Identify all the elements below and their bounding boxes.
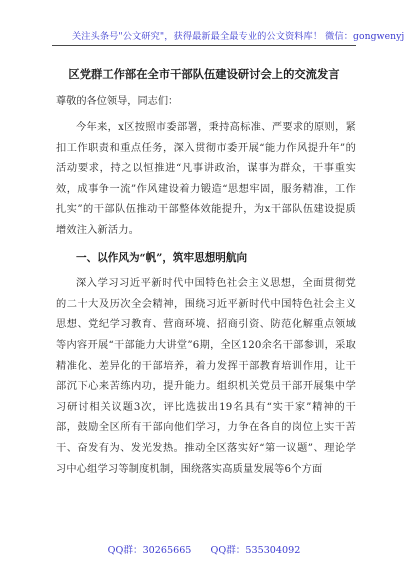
header-banner: 关注头条号"公文研究"，获得最新最全最专业的公文资料库！ 微信：gongwenyj: [72, 31, 405, 42]
header-divider: [52, 45, 356, 46]
document-title: 区党群工作部在全市干部队伍建设研讨会上的交流发言: [68, 67, 340, 81]
footer: [0, 542, 408, 556]
document-body: [56, 118, 356, 480]
footer-qq-group-2: QQ群：535304092: [210, 545, 301, 556]
section-heading: 一、以作风为“帆”，筑牢思想明航向: [76, 251, 248, 264]
footer-qq-group-1: QQ群：30265665: [107, 545, 192, 556]
salutation: 尊敬的各位领导，同志们：: [56, 96, 179, 107]
section-paragraph: 深入学习习近平新时代中国特色社会主义思想，全面贯彻党的二十大及历次全会精神，围绕习近平新时代中国特色社会主义思想、党纪学习教育、营商环境、招商引资、防范化解重点领域等内容开展“干部能力大讲堂”6期，全区120余名干部参训，采取精准化、差异化的干部培养，着力发挥干部教育培训作用，让干部沉下心来苦练内功，提升能力。组织机关党员干部开展集中学习研讨相关议题3次，评比选拔出19名具有“实干家”精神的干部，鼓励全区所有干部向他们学习，力争在各自的岗位上实干苦干、奋发有为、发光发热。推动全区落实好“第一议题”、理论学习中心组学习等制度机制，围绕落实高质量发展等6个方面: [56, 278, 356, 475]
intro-paragraph: 今年来，x区按照市委部署，秉持高标准、严要求的原则，紧扣工作职责和重点任务，深入贯彻市委开展“能力作风提升年”的活动要求，持之以恒推进“凡事讲政治，谋事为群众，干事重实效，成事争一流”作风建设着力锻造“思想牢固，服务精准，工作扎实”的干部队伍推动干部整体效能提升，为x干部队伍建设提质增效注入新活力。: [56, 122, 356, 236]
